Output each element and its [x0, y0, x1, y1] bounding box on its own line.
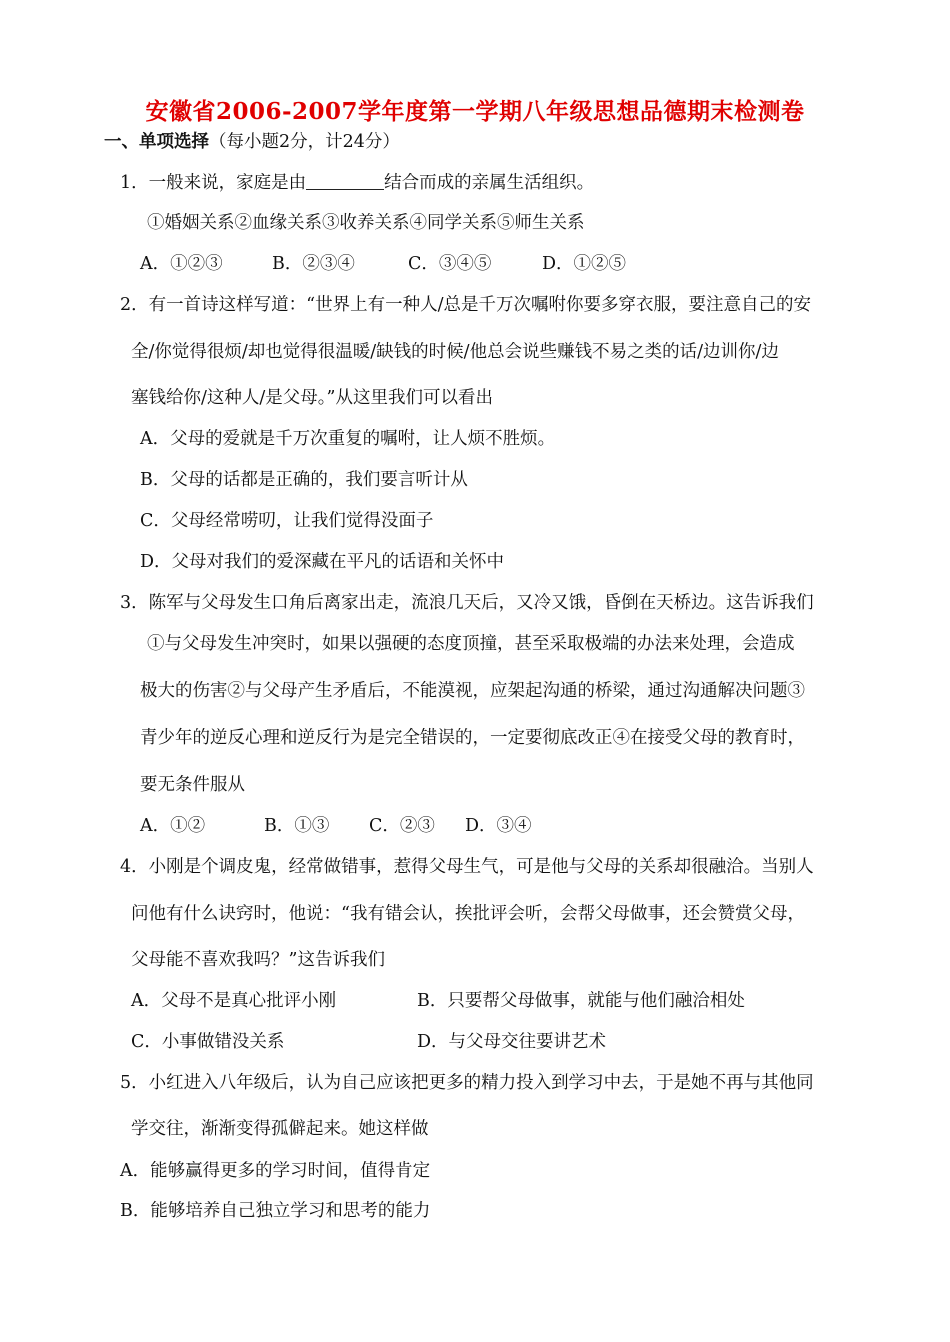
- question-4-line-2: 问他有什么诀窍时，他说：“我有错会认，挨批评会听，会帮父母做事，还会赞赏父母，: [131, 904, 805, 924]
- question-2-line-3: 塞钱给你/这种人/是父母。”从这里我们可以看出: [131, 388, 493, 408]
- question-5-option-b: B．能够培养自己独立学习和思考的能力: [120, 1201, 431, 1221]
- option-c: C．②③: [369, 816, 435, 836]
- question-2-option-c: C．父母经常唠叨，让我们觉得没面子: [140, 511, 434, 531]
- section-heading-label: 一、单项选择: [104, 132, 209, 152]
- question-1-items: ①婚姻关系②血缘关系③收养关系④同学关系⑤师生关系: [147, 213, 585, 233]
- option-a: A．①②: [140, 816, 206, 836]
- page-title: 安徽省2006-2007学年度第一学期八年级思想品德期末检测卷: [145, 98, 805, 125]
- question-4-option-a: A．父母不是真心批评小刚: [131, 991, 337, 1011]
- question-3-line-1: 3．陈军与父母发生口角后离家出走，流浪几天后，又冷又饿，昏倒在天桥边。这告诉我们: [120, 593, 814, 613]
- question-4-line-3: 父母能不喜欢我吗？”这告诉我们: [131, 950, 385, 970]
- answer-blank: [306, 173, 384, 190]
- question-3-line-3: 极大的伤害②与父母产生矛盾后，不能漠视，应架起沟通的桥梁，通过沟通解决问题③: [140, 681, 805, 701]
- question-2-line-2: 全/你觉得很烦/却也觉得很温暖/缺钱的时候/他总会说些赚钱不易之类的话/边训你/边: [131, 342, 779, 362]
- option-b: B．②③④: [272, 254, 355, 274]
- section-note: （每小题2分，计24分）: [209, 132, 400, 152]
- question-1-stem-start: 1．一般来说，家庭是由: [120, 173, 307, 193]
- question-1-stem-end: 结合而成的亲属生活组织。: [384, 173, 595, 193]
- question-4-option-d: D．与父母交往要讲艺术: [417, 1032, 607, 1052]
- question-2-line-1: 2．有一首诗这样写道：“世界上有一种人/总是千万次嘱咐你要多穿衣服，要注意自己的安: [120, 295, 811, 315]
- option-a: A．①②③: [140, 254, 223, 274]
- question-3-line-2: ①与父母发生冲突时，如果以强硬的态度顶撞，甚至采取极端的办法来处理，会造成: [147, 634, 795, 654]
- option-d: D．③④: [465, 816, 532, 836]
- option-c: C．③④⑤: [408, 254, 492, 274]
- option-b: B．①③: [264, 816, 330, 836]
- section-heading: [104, 130, 400, 154]
- question-1-stem: [120, 171, 594, 195]
- option-d: D．①②⑤: [542, 254, 627, 274]
- question-4-option-c: C．小事做错没关系: [131, 1032, 285, 1052]
- question-2-option-b: B．父母的话都是正确的，我们要言听计从: [140, 470, 468, 490]
- question-5-option-a: A．能够赢得更多的学习时间，值得肯定: [120, 1161, 431, 1181]
- question-5-line-1: 5．小红进入八年级后，认为自己应该把更多的精力投入到学习中去，于是她不再与其他同: [120, 1073, 814, 1093]
- question-3-line-5: 要无条件服从: [140, 775, 245, 795]
- question-4-option-b: B．只要帮父母做事，就能与他们融洽相处: [417, 991, 745, 1011]
- question-1-options: [140, 252, 626, 276]
- question-3-options: [140, 814, 532, 838]
- question-2-option-d: D．父母对我们的爱深藏在平凡的话语和关怀中: [140, 552, 505, 572]
- question-4-line-1: 4．小刚是个调皮鬼，经常做错事，惹得父母生气，可是他与父母的关系却很融洽。当别人: [120, 857, 814, 877]
- question-5-line-2: 学交往，渐渐变得孤僻起来。她这样做: [131, 1119, 429, 1139]
- question-3-line-4: 青少年的逆反心理和逆反行为是完全错误的，一定要彻底改正④在接受父母的教育时，: [140, 728, 805, 748]
- question-2-option-a: A．父母的爱就是千万次重复的嘱咐，让人烦不胜烦。: [140, 429, 556, 449]
